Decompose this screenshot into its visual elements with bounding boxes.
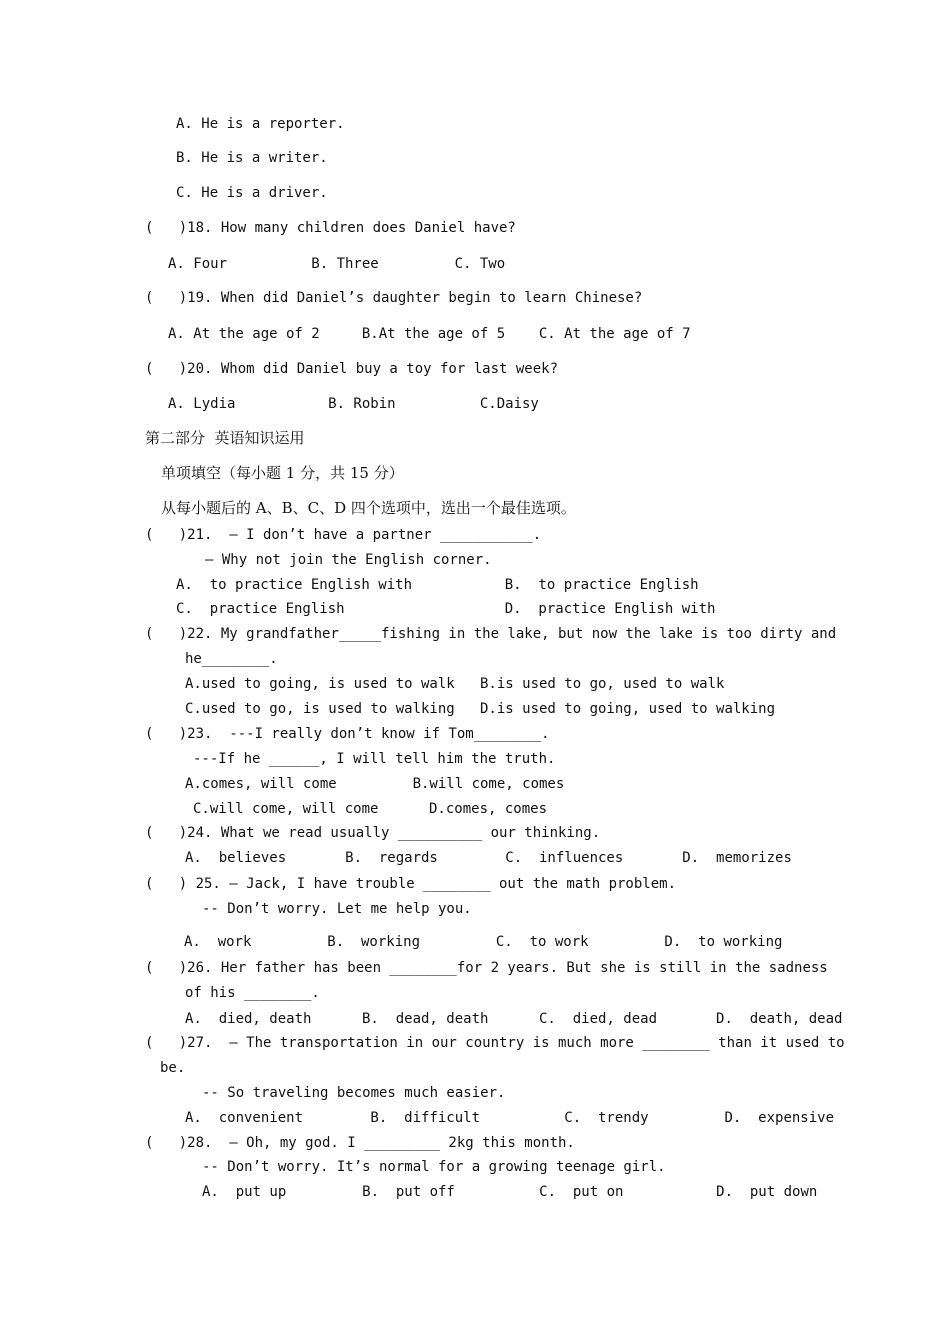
q24-stem: ( )24. What we read usually __________ our thinking.	[145, 825, 601, 841]
instructions: 从每小题后的 A、B、C、D 四个选项中，选出一个最佳选项。	[161, 499, 576, 517]
q22-options-ab: A.used to going, is used to walk B.is used to go, used to walk	[185, 676, 725, 692]
q25-response: -- Don’t worry. Let me help you.	[202, 901, 472, 917]
q27-response: -- So traveling becomes much easier.	[202, 1085, 506, 1101]
q28-response: -- Don’t worry. It’s normal for a growing teenage girl.	[202, 1159, 666, 1175]
q22-stem-cont: he________.	[185, 651, 278, 667]
q20-stem: ( )20. Whom did Daniel buy a toy for last week?	[145, 361, 559, 377]
subsection-title: 单项填空（每小题 1 分，共 15 分）	[161, 464, 404, 482]
q23-options-cd: C.will come, will come D.comes, comes	[193, 801, 548, 817]
q19-options: A. At the age of 2 B.At the age of 5 C. At the age of 7	[168, 326, 691, 342]
q25-stem: ( ) 25. – Jack, I have trouble ________ out the math problem.	[145, 876, 677, 892]
q17-option-a: A. He is a reporter.	[176, 116, 345, 132]
q20-options: A. Lydia B. Robin C.Daisy	[168, 396, 539, 412]
q22-options-cd: C.used to go, is used to walking D.is used to going, used to walking	[185, 701, 776, 717]
q19-stem: ( )19. When did Daniel’s daughter begin to learn Chinese?	[145, 290, 643, 306]
q24-options: A. believes B. regards C. influences D. memorizes	[185, 850, 792, 866]
q26-stem-cont: of his ________.	[185, 985, 320, 1001]
q27-stem-cont: be.	[160, 1060, 186, 1076]
q27-options: A. convenient B. difficult C. trendy D. expensive	[185, 1110, 835, 1126]
q25-options: A. work B. working C. to work D. to working	[184, 934, 783, 950]
q23-options-ab: A.comes, will come B.will come, comes	[185, 776, 565, 792]
q17-option-b: B. He is a writer.	[176, 150, 328, 166]
q21-response: – Why not join the English corner.	[205, 552, 492, 568]
q23-stem: ( )23. ---I really don’t know if Tom________.	[145, 726, 550, 742]
q21-stem: ( )21. – I don’t have a partner ___________.	[145, 527, 542, 543]
q21-options-ab: A. to practice English with B. to practice English	[176, 577, 699, 593]
q23-response: ---If he ______, I will tell him the truth.	[193, 751, 556, 767]
q28-options: A. put up B. put off C. put on D. put down	[202, 1184, 818, 1200]
q22-stem: ( )22. My grandfather_____fishing in the lake, but now the lake is too dirty and	[145, 626, 837, 642]
q17-option-c: C. He is a driver.	[176, 185, 328, 201]
section-title: 第二部分 英语知识运用	[145, 429, 305, 447]
q26-options: A. died, death B. dead, death C. died, dead D. death, dead	[185, 1011, 843, 1027]
q18-options: A. Four B. Three C. Two	[168, 256, 506, 272]
q27-stem: ( )27. – The transportation in our country is much more ________ than it used to	[145, 1035, 845, 1051]
q28-stem: ( )28. – Oh, my god. I _________ 2kg this month.	[145, 1135, 575, 1151]
q18-stem: ( )18. How many children does Daniel have?	[145, 220, 516, 236]
q21-options-cd: C. practice English D. practice English with	[176, 601, 716, 617]
q26-stem: ( )26. Her father has been ________for 2 years. But she is still in the sadness	[145, 960, 828, 976]
